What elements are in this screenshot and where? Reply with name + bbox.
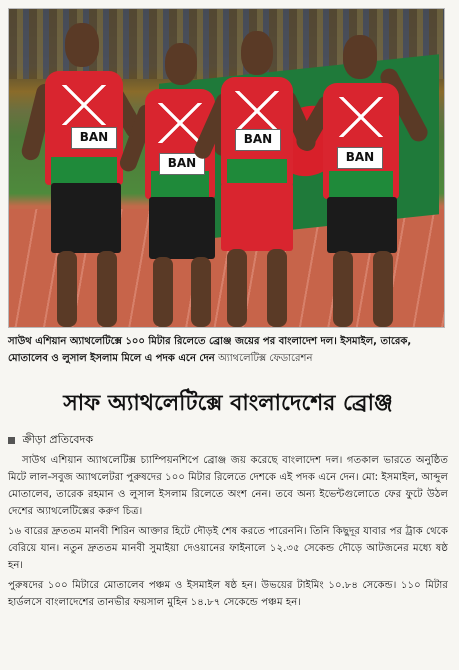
caption-text: সাউথ এশিয়ান অ্যাথলেটিক্সে ১০০ মিটার রিলেতে ব্রোঞ্জ জয়ের পর বাংলাদেশ দল। ইসমাইল, তারেক, মোতালেব ও লুসাল ইসলাম মিলে এ পদক এনে দেন <box>8 336 412 364</box>
race-bib: BAN <box>159 153 205 175</box>
race-bib: BAN <box>337 147 383 169</box>
byline-text: ক্রীড়া প্রতিবেদক <box>22 433 94 446</box>
photo-caption <box>8 333 448 367</box>
athlete-4 <box>307 35 417 327</box>
byline <box>8 431 308 449</box>
photo-credit: অ্যাথলেটিক্স ফেডারেশন <box>218 353 313 364</box>
paragraph-1: সাউথ এশিয়ান অ্যাথলেটিক্স চ্যাম্পিয়নশিপে ব্রোঞ্জ জয় করেছে বাংলাদেশ দল। গতকাল ভারতে অনুষ্ঠিত মিটে লাল-সবুজ অ্যাথলেটরা পুরুষদের ১০০ মিটার রিলেতে দেশকে এই পদক এনে দেন। মো: ইসমাইল, আব্দুল মোতালেব, তারেক রহমান ও লুসাল ইসলাম রিলেতে অংশ নেন। তবে অন্য ইভেন্টগুলোতে ফের ফুটে উঠল দেশের অ্যাথলেটিক্সের করুণ চিত্র। <box>8 455 448 517</box>
article-headline: সাফ অ্যাথলেটিক্সে বাংলাদেশের ব্রোঞ্জ <box>63 390 393 416</box>
athlete-1 <box>27 23 137 327</box>
bullet-icon <box>8 437 15 444</box>
article-body <box>8 452 448 614</box>
relay-team-photo <box>8 8 445 328</box>
race-bib: BAN <box>71 127 117 149</box>
paragraph-3: পুরুষদের ১০০ মিটারে মোতালেব পঞ্চম ও ইসমাইল ষষ্ঠ হন। উভয়ের টাইমিং ১০.৮৪ সেকেন্ড। ১১০ মিটার হার্ডলসে বাংলাদেশের তানভীর ফয়সাল মুহিন ১৪.৮৭ সেকেন্ডে পঞ্চম হন। <box>8 580 448 608</box>
paragraph-2: ১৬ বারের দ্রুততম মানবী শিরিন আক্তার হিটে দৌড়ই শেষ করতে পারেননি। তিনি কিছুদূর যাবার পর ট্রাক থেকে বেরিয়ে যান। নতুন দ্রুততম মানবী সুমাইয়া দেওয়ানের ফাইনালে ১২.৩৫ সেকেন্ড দৌড়ে আটজনের মধ্যে ষষ্ঠ হন। <box>8 526 448 571</box>
race-bib: BAN <box>235 129 281 151</box>
athlete-3 <box>205 31 309 327</box>
